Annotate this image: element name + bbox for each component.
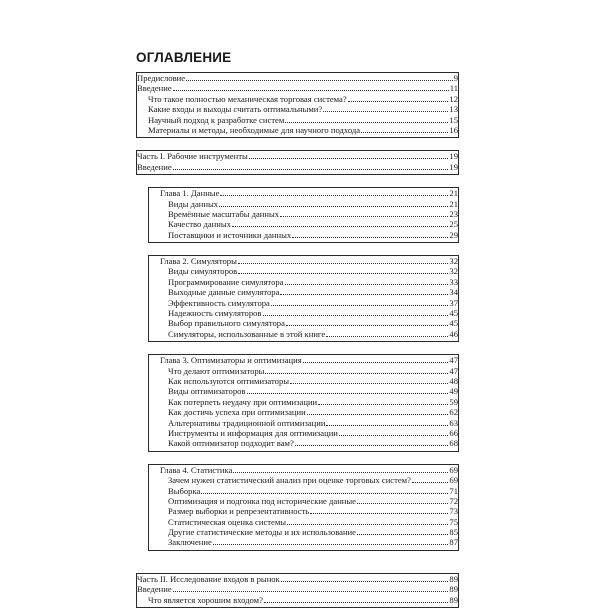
toc-entry[interactable] xyxy=(149,287,458,297)
toc-entry-page: 33 xyxy=(449,276,458,287)
group-spacer xyxy=(136,243,459,255)
toc-entry[interactable] xyxy=(137,83,458,93)
toc-entry[interactable] xyxy=(149,475,458,485)
group-spacer xyxy=(136,138,459,150)
toc-entry[interactable] xyxy=(149,465,458,475)
toc-entry-page: 89 xyxy=(449,594,458,605)
toc-entry-label: Альтернативы традиционной оптимизации xyxy=(168,417,326,428)
toc-entry-label: Часть II. Исследование входов в рынок xyxy=(137,573,280,584)
toc-entry-label: Заключение xyxy=(168,537,212,548)
toc-entry[interactable] xyxy=(149,506,458,516)
toc-entry-page: 66 xyxy=(449,427,458,438)
dot-leader xyxy=(247,393,449,394)
dot-leader xyxy=(201,493,448,494)
toc-entry-page: 29 xyxy=(449,229,458,240)
dot-leader xyxy=(232,226,448,227)
toc-entry[interactable] xyxy=(149,256,458,266)
dot-leader xyxy=(290,383,448,384)
toc-entry-page: 15 xyxy=(449,114,458,125)
toc-entry-page: 63 xyxy=(449,417,458,428)
dot-leader xyxy=(357,534,448,535)
toc-entry-page: 34 xyxy=(449,287,458,298)
toc-entry[interactable] xyxy=(137,115,458,125)
toc-entry[interactable] xyxy=(137,125,458,135)
toc-entry[interactable] xyxy=(149,438,458,448)
toc-entry[interactable] xyxy=(149,517,458,527)
dot-leader xyxy=(213,544,449,545)
toc-entry-page: 72 xyxy=(449,495,458,506)
toc-entry-page: 9 xyxy=(453,73,458,83)
toc-entry[interactable] xyxy=(137,104,458,114)
toc-entry-label: Глава 4. Статистика xyxy=(160,464,233,475)
toc-entry-page: 85 xyxy=(449,527,458,538)
dot-leader xyxy=(281,581,449,582)
toc-entry-label: Какие входы и выходы считать оптимальными? xyxy=(148,104,323,115)
toc-entry-label: Глава 3. Оптимизаторы и оптимизация xyxy=(160,355,302,366)
dot-leader xyxy=(173,591,449,592)
toc-entry-label: Введение xyxy=(137,584,172,595)
toc-entry-label: Часть I. Рабочие инструменты xyxy=(137,151,248,162)
toc-section xyxy=(148,354,459,452)
dot-leader xyxy=(286,325,448,326)
dot-leader xyxy=(173,90,449,91)
dot-leader xyxy=(310,513,448,514)
toc-entry-label: Размер выборки и репрезентативность xyxy=(168,506,310,517)
toc-entry-label: Предисловие xyxy=(137,73,186,83)
toc-section xyxy=(148,255,459,342)
dot-leader xyxy=(326,425,448,426)
toc-section xyxy=(136,72,459,138)
toc-entry-label: Какой оптимизатор подходит вам? xyxy=(168,438,294,449)
dot-leader xyxy=(186,80,453,81)
toc-entry-page: 16 xyxy=(449,124,458,135)
toc-entry[interactable] xyxy=(149,329,458,339)
toc-entry-label: Что является хорошим входом? xyxy=(148,594,263,605)
toc-section xyxy=(136,150,459,175)
dot-leader xyxy=(238,263,449,264)
toc-entry[interactable] xyxy=(149,397,458,407)
toc-entry-label: Симуляторы, использованные в этой книге xyxy=(168,328,326,339)
page-title: ОГЛАВЛЕНИЕ xyxy=(136,50,232,65)
dot-leader xyxy=(318,404,448,405)
toc-entry-label: Что такое полностью механическая торговая система? xyxy=(148,93,347,104)
toc-entry[interactable] xyxy=(149,355,458,365)
group-spacer xyxy=(136,342,459,354)
toc-entry[interactable] xyxy=(149,298,458,308)
toc-entry-label: Что делают оптимизаторы xyxy=(168,365,265,376)
toc-entry-page: 32 xyxy=(449,256,458,267)
toc-entry-page: 19 xyxy=(449,161,458,172)
toc-entry-label: Инструменты и информация для оптимизации xyxy=(168,427,338,438)
group-spacer xyxy=(136,175,459,187)
toc-entry-label: Как потерпеть неудачу при оптимизации xyxy=(168,396,318,407)
toc-entry-label: Введение xyxy=(137,83,172,94)
toc-entry[interactable] xyxy=(137,584,458,594)
toc-entry[interactable] xyxy=(137,94,458,104)
toc-entry-page: 21 xyxy=(449,198,458,209)
toc-entry-page: 71 xyxy=(449,485,458,496)
toc-section xyxy=(136,573,459,608)
dot-leader xyxy=(326,336,448,337)
toc-entry-label: Другие статистические методы и их использование xyxy=(168,527,356,538)
table-of-contents xyxy=(136,72,459,608)
toc-entry[interactable] xyxy=(149,188,458,198)
dot-leader xyxy=(220,195,448,196)
dot-leader xyxy=(287,524,448,525)
toc-entry[interactable] xyxy=(149,537,458,547)
toc-entry-label: Эффективность симулятора xyxy=(168,297,270,308)
dot-leader xyxy=(280,294,448,295)
dot-leader xyxy=(295,445,449,446)
toc-entry-label: Выходные данные симулятора xyxy=(168,287,280,298)
dot-leader xyxy=(238,273,448,274)
toc-entry-page: 21 xyxy=(449,188,458,199)
toc-entry-label: Введение xyxy=(137,161,172,172)
toc-entry[interactable] xyxy=(137,73,458,83)
toc-entry-label: Качество данных xyxy=(168,219,231,230)
toc-entry-label: Глава 1. Данные xyxy=(160,188,220,199)
toc-entry-label: Научный подход к разработке систем xyxy=(148,114,285,125)
toc-entry[interactable] xyxy=(137,162,458,172)
toc-section xyxy=(148,187,459,243)
dot-leader xyxy=(219,206,448,207)
toc-entry-label: Виды симуляторов xyxy=(168,266,238,277)
toc-entry[interactable] xyxy=(149,376,458,386)
toc-entry-label: Материалы и методы, необходимые для научного подхода xyxy=(148,124,361,135)
toc-entry[interactable] xyxy=(149,277,458,287)
dot-leader xyxy=(307,414,449,415)
dot-leader xyxy=(339,435,449,436)
toc-entry-label: Виды данных xyxy=(168,198,219,209)
toc-entry[interactable] xyxy=(149,219,458,229)
toc-entry-page: 75 xyxy=(449,516,458,527)
toc-entry-label: Программирование симулятора xyxy=(168,276,284,287)
toc-entry-label: Как используются оптимизаторы xyxy=(168,375,290,386)
dot-leader xyxy=(292,237,448,238)
dot-leader xyxy=(285,284,449,285)
toc-entry-label: Глава 2. Симуляторы xyxy=(160,256,237,267)
dot-leader xyxy=(265,373,448,374)
dot-leader xyxy=(271,305,449,306)
toc-entry[interactable] xyxy=(149,407,458,417)
toc-entry-label: Времённые масштабы данных xyxy=(168,208,280,219)
toc-entry-label: Зачем нужен статистический анализ при оценке торговых систем? xyxy=(168,475,411,486)
toc-entry[interactable] xyxy=(137,574,458,584)
toc-entry[interactable] xyxy=(149,366,458,376)
toc-entry[interactable] xyxy=(149,199,458,209)
dot-leader xyxy=(285,122,448,123)
toc-entry-page: 69 xyxy=(449,475,458,486)
group-spacer xyxy=(136,452,459,464)
dot-leader xyxy=(348,101,449,102)
toc-entry-page: 87 xyxy=(449,537,458,548)
toc-section xyxy=(148,464,459,551)
toc-entry[interactable] xyxy=(149,386,458,396)
dot-leader xyxy=(249,158,449,159)
toc-entry-label: Статистическая оценка системы xyxy=(168,516,287,527)
toc-entry[interactable] xyxy=(137,151,458,161)
toc-entry-label: Выборка xyxy=(168,485,201,496)
toc-entry-label: Выбор правильного симулятора xyxy=(168,318,285,329)
toc-entry[interactable] xyxy=(149,308,458,318)
toc-entry-page: 89 xyxy=(449,584,458,595)
toc-entry-page: 45 xyxy=(449,318,458,329)
toc-entry[interactable] xyxy=(149,486,458,496)
toc-entry-label: Как достичь успеха при оптимизации xyxy=(168,407,306,418)
dot-leader xyxy=(263,315,449,316)
dot-leader xyxy=(361,132,448,133)
toc-entry-page: 19 xyxy=(449,151,458,162)
toc-entry-page: 37 xyxy=(449,297,458,308)
toc-entry-page: 12 xyxy=(449,93,458,104)
toc-entry[interactable] xyxy=(149,318,458,328)
toc-entry[interactable] xyxy=(149,230,458,240)
toc-entry-page: 68 xyxy=(449,438,458,449)
toc-entry-page: 47 xyxy=(449,365,458,376)
toc-entry[interactable] xyxy=(149,428,458,438)
toc-entry[interactable] xyxy=(149,418,458,428)
group-spacer xyxy=(136,551,459,573)
toc-entry-page: 73 xyxy=(449,506,458,517)
dot-leader xyxy=(264,602,449,603)
dot-leader xyxy=(280,216,448,217)
dot-leader xyxy=(357,503,448,504)
toc-entry-page: 46 xyxy=(449,328,458,339)
dot-leader xyxy=(323,111,448,112)
toc-entry-page: 59 xyxy=(449,396,458,407)
dot-leader xyxy=(303,362,449,363)
toc-entry-page: 69 xyxy=(449,464,458,475)
toc-entry-page: 47 xyxy=(449,355,458,366)
toc-entry-label: Поставщики и источники данных xyxy=(168,229,292,240)
toc-entry-page: 45 xyxy=(449,308,458,319)
toc-entry[interactable] xyxy=(149,266,458,276)
toc-entry-page: 13 xyxy=(449,104,458,115)
toc-entry-page: 32 xyxy=(449,266,458,277)
toc-entry-label: Виды оптимизаторов xyxy=(168,386,246,397)
toc-entry-page: 62 xyxy=(449,407,458,418)
toc-entry-page: 89 xyxy=(449,573,458,584)
toc-entry-label: Надежность симуляторов xyxy=(168,308,262,319)
toc-entry[interactable] xyxy=(149,209,458,219)
toc-entry-page: 48 xyxy=(449,375,458,386)
dot-leader xyxy=(412,482,448,483)
dot-leader xyxy=(173,169,449,170)
toc-entry-page: 25 xyxy=(449,219,458,230)
toc-entry-page: 49 xyxy=(449,386,458,397)
toc-entry-label: Оптимизация и подгонка под исторические данные xyxy=(168,495,356,506)
toc-entry[interactable] xyxy=(149,496,458,506)
toc-entry[interactable] xyxy=(149,527,458,537)
toc-entry-page: 11 xyxy=(449,83,458,94)
toc-entry-page: 23 xyxy=(449,208,458,219)
dot-leader xyxy=(233,472,448,473)
